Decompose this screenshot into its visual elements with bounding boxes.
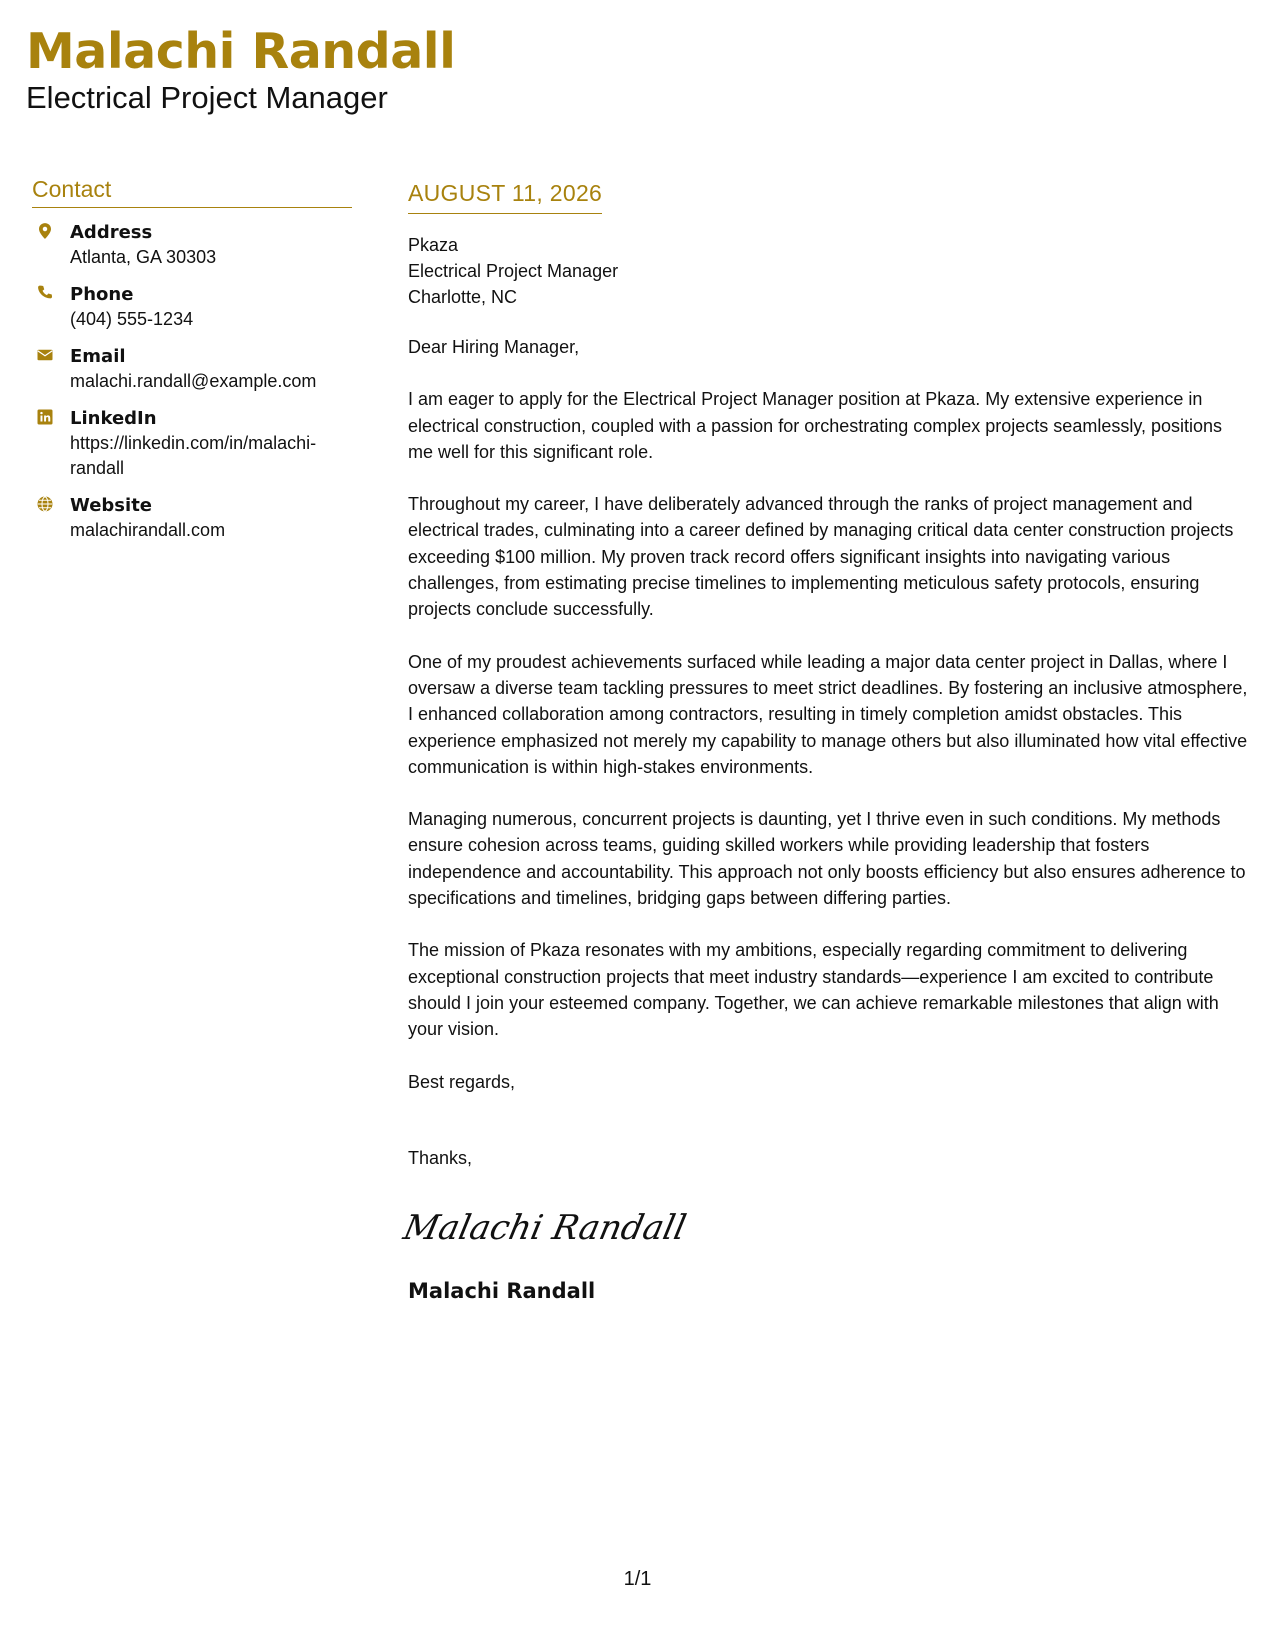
thanks-line: Thanks, [408,1147,473,1168]
linkedin-label: LinkedIn [70,408,157,429]
letter-header [26,22,455,116]
phone-label: Phone [70,284,134,305]
contact-sidebar [32,176,352,543]
recipient-block [408,232,1248,310]
body-paragraph: One of my proudest achievements surfaced while leading a major data center project in Dallas, where I oversaw a diverse team tackling pressures to meet strict deadlines. By fostering an inclusive atmosphere, I enhanced collaboration among contractors, resulting in timely completion amidst obstacles. This experience emphasized not merely my capability to manage others but also illuminated how vital effective communication is within high-stakes environments. [408,651,1248,777]
body-paragraph: Managing numerous, concurrent projects is daunting, yet I thrive even in such conditions. My methods ensure cohesion across teams, guiding skilled workers while providing leadership that fosters independence and accountability. This approach not only boosts efficiency but also ensures adherence to specifications and timelines, bridging gaps between differing parties. [408,809,1246,909]
letter-date: AUGUST 11, 2026 [408,180,602,214]
page-number: 1/1 [623,1568,652,1590]
email-value[interactable]: malachi.randall@example.com [70,371,317,391]
applicant-name: Malachi Randall [26,23,456,80]
recipient-location: Charlotte, NC [408,287,518,307]
linkedin-icon [32,406,70,481]
contact-website [32,493,352,543]
body-paragraph: Throughout my career, I have deliberately advanced through the ranks of project management and electrical trades, culminating into a career defined by managing critical data center construction projects exceeding $100 million. My proven track record offers significant insights into navigating various challenges, from estimating precise timelines to implementing meticulous safety protocols, ensuring projects conclude successfully. [408,494,1234,620]
salutation: Dear Hiring Manager, [408,337,580,357]
body-paragraph: I am eager to apply for the Electrical Project Manager position at Pkaza. My extensive experience in electrical construction, coupled with a passion for orchestrating complex projects seamlessly, positions me well for this significant role. [408,389,1223,462]
phone-value: (404) 555-1234 [70,309,194,329]
recipient-company: Pkaza [408,235,459,255]
address-label: Address [70,222,153,243]
contact-address [32,220,352,270]
address-value: Atlanta, GA 30303 [70,247,217,267]
globe-icon [32,493,70,543]
website-value[interactable]: malachirandall.com [70,520,226,540]
closing: Best regards, [408,1071,516,1092]
contact-phone [32,282,352,332]
printed-name: Malachi Randall [408,1279,596,1304]
website-label: Website [70,495,153,516]
email-label: Email [70,346,126,367]
recipient-position: Electrical Project Manager [408,261,619,281]
letter-body [400,180,1248,1304]
map-pin-icon [32,220,70,270]
svg-text:Malachi Randall: Malachi Randall [400,1208,690,1249]
contact-email [32,344,352,394]
applicant-title: Electrical Project Manager [26,80,388,115]
contact-linkedin [32,406,352,481]
body-paragraph: The mission of Pkaza resonates with my ambitions, especially regarding commitment to delivering exceptional construction projects that meet industry standards—experience I am excited to contribute should I join your esteemed company. Together, we can achieve remarkable milestones that align with your vision. [408,940,1219,1040]
email-icon [32,344,70,394]
linkedin-value[interactable]: https://linkedin.com/in/malachi-randall [70,433,317,478]
handwritten-signature [400,1201,1248,1251]
contact-heading: Contact [32,176,352,208]
phone-icon [32,282,70,332]
